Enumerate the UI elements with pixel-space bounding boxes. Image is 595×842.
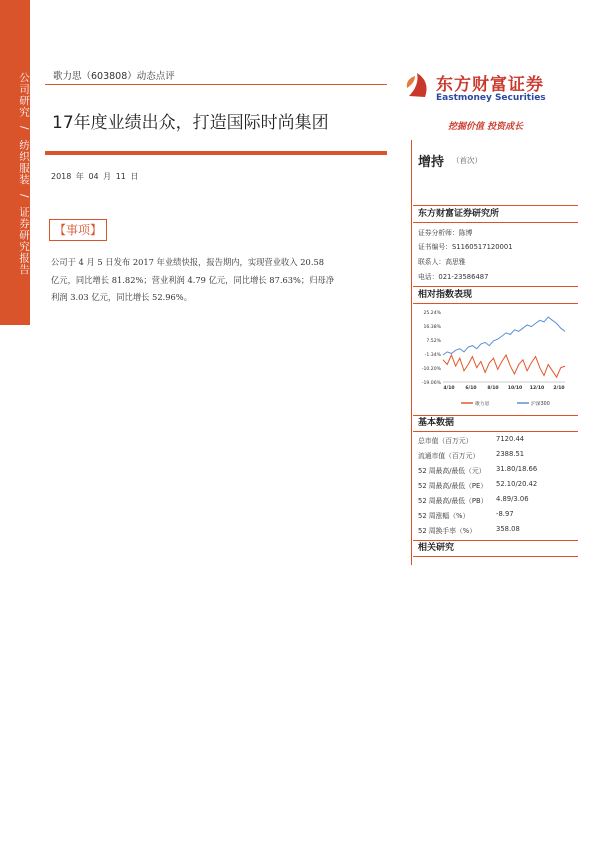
brand-name-en: Eastmoney Securities [436, 93, 546, 103]
basic-data-value: 7120.44 [496, 435, 525, 443]
section-rule [413, 205, 578, 206]
basic-data-label: 总市值（百万元） [418, 437, 473, 445]
y-tick-label: -19.06% [421, 381, 441, 386]
chart-heading: 相对指数表现 [418, 290, 473, 300]
contact-label: 联系人： [418, 258, 446, 266]
contact-name: 高思雅 [445, 258, 466, 266]
stock-line: 歌力思（603808）动态点评 [53, 71, 175, 82]
sidebar-category-industry: 纺织服装 [18, 139, 30, 186]
x-tick-label: 8/10 [487, 386, 499, 391]
sidebar-category-type: 证券研究报告 [18, 206, 30, 276]
relative-index-chart [413, 306, 578, 416]
section-rule [413, 303, 578, 304]
basic-data-row [418, 435, 578, 447]
basic-data-value: 358.08 [496, 525, 520, 533]
section-rule [413, 431, 578, 432]
basic-data-value: -8.97 [496, 510, 514, 518]
rating-label: 增持 [418, 155, 445, 170]
analyst-info [418, 227, 472, 237]
contact-info [418, 256, 466, 266]
y-tick-label: 25.24% [423, 311, 441, 316]
x-tick-label: 10/10 [507, 386, 523, 391]
report-title: 17年度业绩出众，打造国际时尚集团 [52, 113, 329, 133]
cert-label: 证书编号： [418, 243, 452, 251]
institute-heading: 东方财富证券研究所 [418, 209, 500, 219]
event-line: 公司于 4 月 5 日发布 2017 年业绩快报，报告期内，实现营业收入 20.58 [51, 257, 325, 267]
x-tick-label: 4/10 [443, 386, 455, 391]
rating-note: （首次） [452, 156, 482, 165]
event-summary [51, 254, 387, 307]
basic-data-row [418, 465, 578, 477]
sidebar-category-company: 公司研究 [18, 72, 30, 118]
related-research-heading: 相关研究 [418, 543, 455, 553]
basic-data-label: 52 周最高/最低（元） [418, 467, 486, 475]
basic-data-row [418, 525, 578, 537]
y-tick-label: 16.38% [423, 325, 441, 330]
analyst-label: 证券分析师： [418, 229, 459, 237]
top-divider [45, 84, 387, 85]
basic-data-value: 2388.51 [496, 450, 525, 458]
basic-data-label: 52 周最高/最低（PB） [418, 497, 488, 505]
legend-label: 歌力思 [475, 402, 490, 407]
right-column-divider [411, 140, 412, 565]
x-tick-label: 6/10 [465, 386, 477, 391]
x-tick-label: 2/10 [553, 386, 565, 391]
basic-data-value: 31.80/18.66 [496, 465, 538, 473]
title-divider [45, 151, 387, 155]
section-rule [413, 222, 578, 223]
y-tick-label: -1.34% [424, 353, 441, 358]
y-tick-label: -10.20% [421, 367, 441, 372]
report-date: 2018 年 04 月 11 日 [51, 172, 139, 181]
cert-number: S1160517120001 [451, 243, 513, 251]
basic-data-value: 4.89/3.06 [496, 495, 529, 503]
basic-data-label: 52 周换手率（%） [418, 527, 477, 535]
analyst-name: 陈博 [458, 229, 473, 237]
basic-data-row [418, 450, 578, 462]
series-line [443, 355, 565, 377]
phone-info [418, 271, 488, 281]
cert-info [418, 241, 513, 251]
brand-name-cn: 东方财富证券 [436, 75, 544, 95]
legend-label: 沪深300 [531, 402, 550, 407]
brand-slogan: 挖掘价值 投资成长 [448, 122, 524, 132]
basic-data-row [418, 480, 578, 492]
event-line: 利润 3.03 亿元，同比增长 52.96%。 [51, 292, 192, 302]
basic-data-row [418, 510, 578, 522]
phone-label: 电话： [418, 273, 439, 281]
sidebar-separator: / [18, 193, 30, 199]
basic-data-row [418, 495, 578, 507]
sidebar-category [0, 72, 30, 275]
y-tick-label: 7.52% [426, 339, 441, 344]
brand-logo-icon [405, 70, 433, 100]
series-line [443, 317, 565, 355]
basic-data-value: 52.10/20.42 [496, 480, 538, 488]
event-heading: 【事项】 [49, 219, 107, 241]
section-rule [413, 286, 578, 287]
event-line: 亿元，同比增长 81.82%；营业利润 4.79 亿元，同比增长 87.63%；归母净 [51, 274, 335, 285]
basic-data-heading: 基本数据 [418, 418, 455, 428]
section-rule [413, 556, 578, 557]
basic-data-label: 流通市值（百万元） [418, 452, 480, 460]
x-tick-label: 12/10 [529, 386, 545, 391]
sidebar-separator: / [18, 126, 30, 131]
basic-data-label: 52 周最高/最低（PE） [418, 482, 488, 490]
basic-data-label: 52 周涨幅（%） [418, 512, 470, 520]
phone-number: 021-23586487 [438, 273, 489, 281]
